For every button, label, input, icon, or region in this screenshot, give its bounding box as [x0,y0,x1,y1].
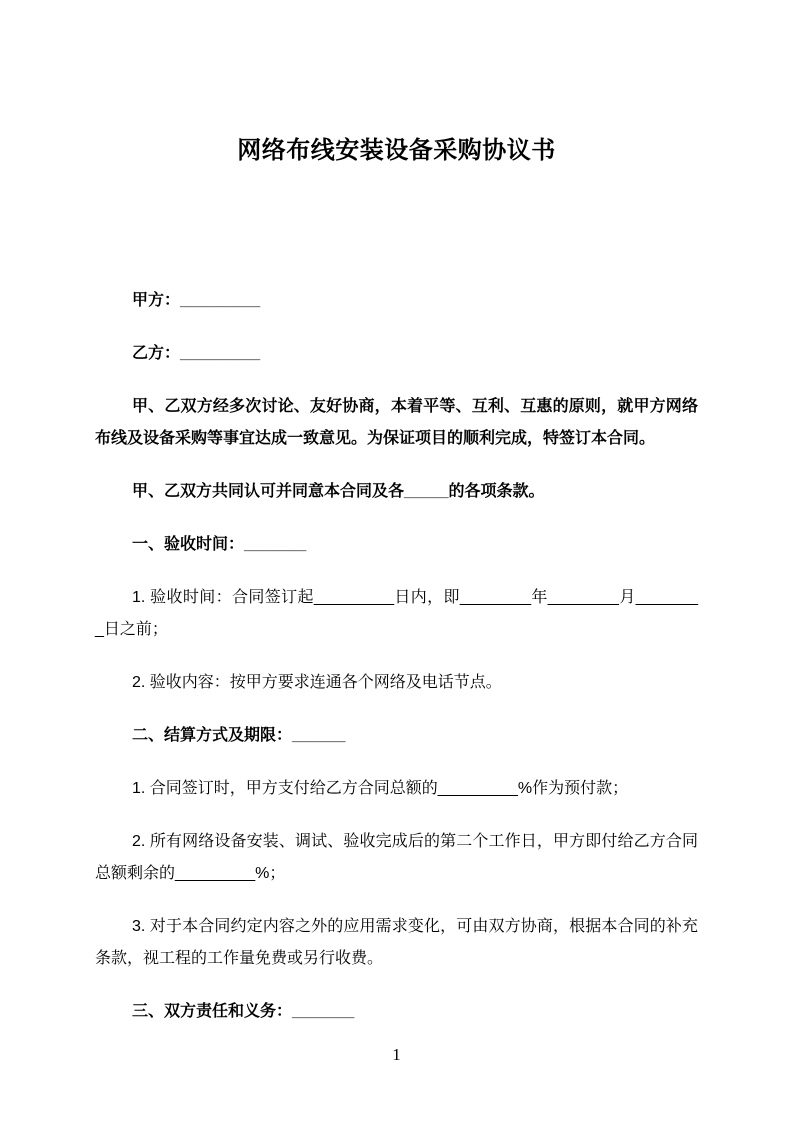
section-2-item-1: 1. 合同签订时，甲方支付给乙方合同总额的_________%作为预付款； [132,780,629,797]
section-1-item-1: 1. 验收时间：合同签订起_________日内，即________年________月________日之前； [95,589,698,638]
section-2-item-3: 3. 对于本合同约定内容之外的应用需求变化，可由双方协商，根据本合同的补充条款，视工程的工作量免费或另行收费。 [95,918,698,967]
section-2-heading: 二、结算方式及期限：______ [132,727,346,744]
page-number: 1 [392,1045,401,1064]
section-1-item-2: 2. 验收内容：按甲方要求连通各个网络及电话节点。 [132,674,502,691]
document-body [95,285,698,1028]
agreement-paragraph: 甲、乙双方共同认可并同意本合同及各_____的各项条款。 [132,483,545,500]
party-b-line: 乙方：_________ [132,345,261,362]
section-3-heading: 三、双方责任和义务：_______ [132,1003,355,1020]
section-2-item-2: 2. 所有网络设备安装、调试、验收完成后的第二个工作日，甲方即付给乙方合同总额剩余的_________%； [95,833,698,882]
intro-paragraph: 甲、乙双方经多次讨论、友好协商，本着平等、互利、互惠的原则，就甲方网络布线及设备采购等事宜达成一致意见。为保证项目的顺利完成，特签订本合同。 [95,398,698,447]
section-1-heading: 一、验收时间：_______ [132,536,307,553]
party-a-line: 甲方：_________ [132,292,261,309]
document-title: 网络布线安装设备采购协议书 [237,137,556,164]
